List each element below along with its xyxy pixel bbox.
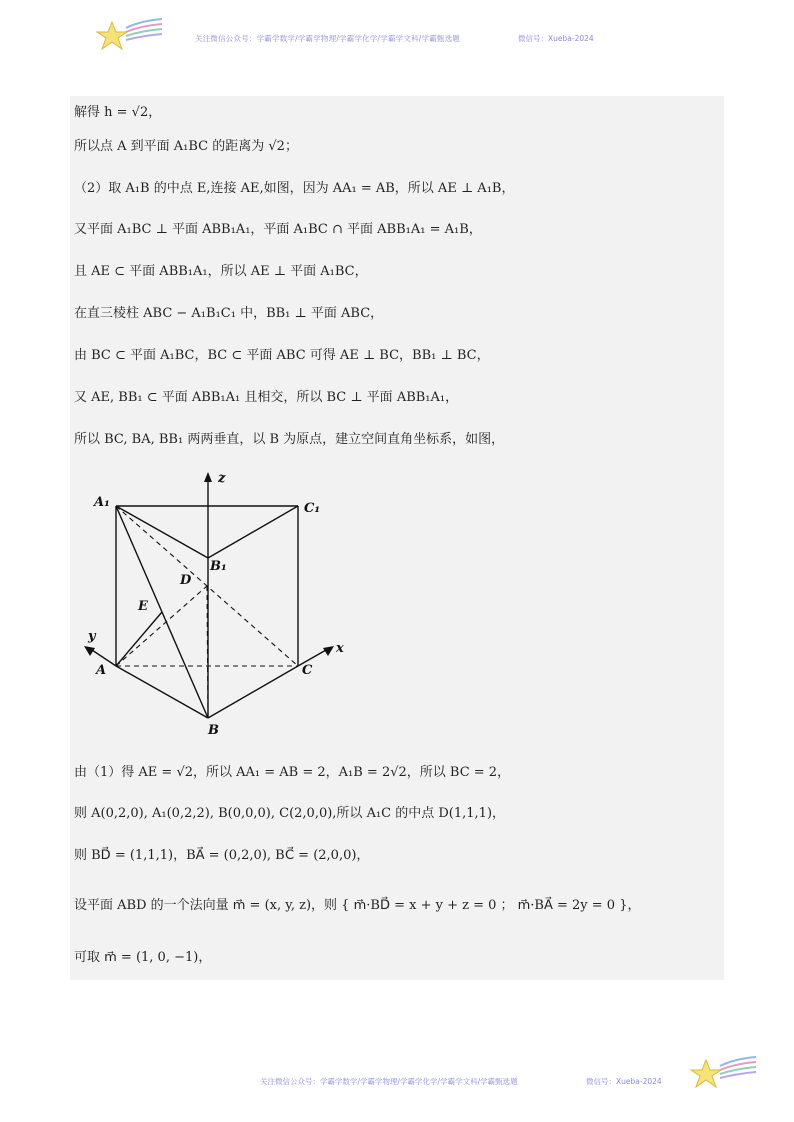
- solution-line: 在直三棱柱 ABC − A₁B₁C₁ 中，BB₁ ⊥ 平面 ABC，: [74, 306, 384, 321]
- footer-wechat-id: 微信号：Xueba-2024: [586, 1077, 662, 1086]
- edge-B1-C1: [208, 506, 298, 558]
- solution-line: 设平面 ABD 的一个法向量 m⃗ = (x, y, z)，则 { m⃗·BD⃗ = x + y + z = 0 ； m⃗·BA⃗ = 2y = 0 }，: [74, 898, 641, 913]
- label-A: A: [96, 663, 107, 678]
- solution-line: 由（1）得 AE = √2，所以 AA₁ = AB = 2，A₁B = 2√2，所以 BC = 2，: [74, 765, 511, 780]
- segment-A-E: [116, 612, 162, 666]
- prism-coordinate-figure: [84, 468, 384, 738]
- solution-line: （2）取 A₁B 的中点 E,连接 AE,如图，因为 AA₁ = AB，所以 AE ⊥ A₁B，: [74, 181, 515, 196]
- label-x: x: [336, 641, 344, 656]
- label-z: z: [218, 471, 226, 486]
- edge-A-B: [116, 666, 208, 718]
- label-D: D: [180, 573, 192, 588]
- star-logo-icon: [686, 1052, 758, 1096]
- label-A1: A₁: [94, 495, 110, 510]
- solution-line: 又 AE, BB₁ ⊂ 平面 ABB₁A₁ 且相交，所以 BC ⊥ 平面 ABB₁A₁，: [74, 390, 459, 405]
- label-B: B: [208, 723, 219, 738]
- footer-wechat-accounts: 关注微信公众号：学霸学数学/学霸学物理/学霸学化学/学霸学文科/学霸甄选题: [260, 1077, 518, 1086]
- solution-line: 且 AE ⊂ 平面 ABB₁A₁，所以 AE ⊥ 平面 A₁BC，: [74, 264, 368, 279]
- solution-line: 可取 m⃗ = (1, 0, −1)，: [74, 950, 212, 965]
- label-y: y: [88, 629, 96, 644]
- solution-line: 又平面 A₁BC ⊥ 平面 ABB₁A₁，平面 A₁BC ∩ 平面 ABB₁A₁ = A₁B，: [74, 222, 482, 237]
- edge-B-C: [208, 666, 298, 718]
- header-wechat-id: 微信号：Xueba-2024: [518, 34, 594, 43]
- solution-content: [70, 96, 724, 980]
- page-header: [0, 0, 794, 80]
- label-C1: C₁: [304, 501, 321, 516]
- solution-line: 则 BD⃗ = (1,1,1)，BA⃗ = (0,2,0), BC⃗ = (2,0,0)，: [74, 848, 370, 863]
- label-C: C: [302, 663, 313, 678]
- solution-line: 所以 BC, BA, BB₁ 两两垂直，以 B 为原点，建立空间直角坐标系，如图，: [74, 432, 505, 447]
- solution-line: 则 A(0,2,0), A₁(0,2,2), B(0,0,0), C(2,0,0),所以 A₁C 的中点 D(1,1,1)，: [74, 806, 506, 821]
- label-E: E: [138, 599, 148, 614]
- z-axis-arrow: [204, 472, 212, 482]
- solution-line: 由 BC ⊂ 平面 A₁BC，BC ⊂ 平面 ABC 可得 AE ⊥ BC，BB₁ ⊥ BC，: [74, 348, 490, 363]
- star-logo-icon: [92, 14, 164, 58]
- solution-line: 所以点 A 到平面 A₁BC 的距离为 √2；: [74, 139, 298, 154]
- label-B1: B₁: [210, 559, 227, 574]
- segment-A-D: [116, 586, 207, 666]
- solution-line: 解得 h = √2，: [74, 105, 162, 120]
- header-wechat-accounts: 关注微信公众号：学霸学数学/学霸学物理/学霸学化学/学霸学文科/学霸甄选题: [195, 34, 461, 43]
- edge-A1-B1: [116, 506, 208, 558]
